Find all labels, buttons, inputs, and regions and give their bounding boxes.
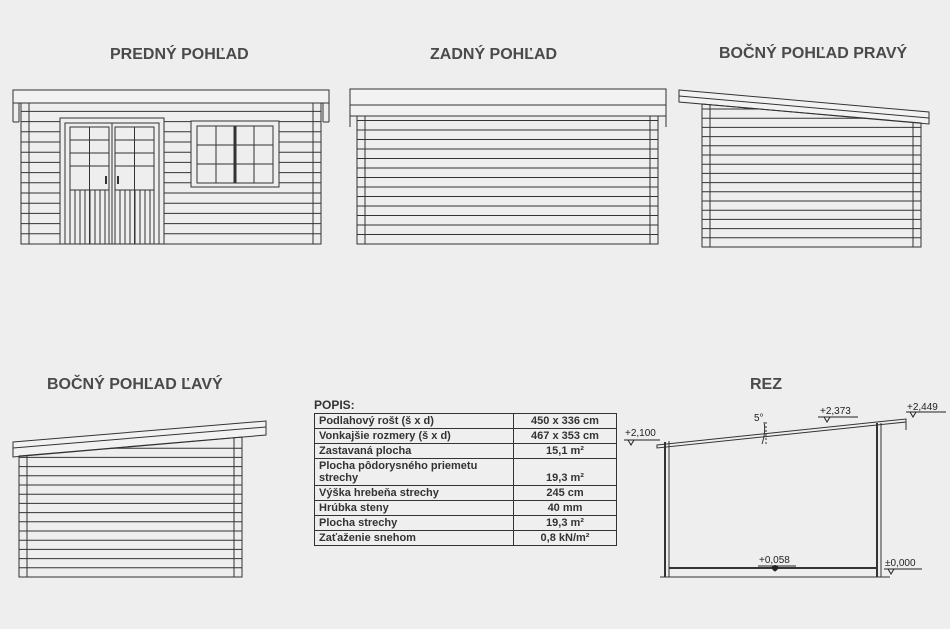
back-view-title: ZADNÝ POHĽAD: [430, 46, 558, 63]
back-roof: [350, 89, 666, 116]
elev-eave-low-label: +2,100: [625, 428, 656, 439]
spec-label: Výška hrebeňa strechy: [315, 486, 514, 501]
left-wall: [19, 437, 242, 577]
front-window: [191, 121, 279, 187]
left-view-drawing: [13, 421, 266, 577]
back-view-drawing: [350, 89, 666, 244]
spec-value: 450 x 336 cm: [514, 414, 617, 429]
spec-row: [315, 531, 617, 546]
left-view-title: BOČNÝ POHĽAD ĽAVÝ: [47, 376, 223, 393]
spec-value: 40 mm: [514, 501, 617, 516]
elev-ridge-label: +2,373: [820, 406, 851, 417]
section-drawing: [657, 419, 906, 577]
spec-value: 467 x 353 cm: [514, 429, 617, 444]
spec-value: 19,3 m²: [514, 516, 617, 531]
spec-label: Podlahový rošt (š x d): [315, 414, 514, 429]
spec-row: [315, 459, 617, 486]
spec-label: Zastavaná plocha: [315, 444, 514, 459]
spec-label: Plocha pôdorysného priemetu strechy: [315, 459, 514, 486]
right-wall-logs: [702, 109, 921, 238]
elev-floor-label: +0,058: [759, 555, 790, 566]
spec-value: 15,1 m²: [514, 444, 617, 459]
spec-value: 0,8 kN/m²: [514, 531, 617, 546]
spec-row: [315, 444, 617, 459]
left-wall-logs: [19, 448, 242, 568]
section-roof: [657, 419, 906, 448]
front-view-title: PREDNÝ POHĽAD: [110, 46, 249, 63]
section-title: REZ: [750, 376, 782, 393]
spec-label: Vonkajšie rozmery (š x d): [315, 429, 514, 444]
right-view-title: BOČNÝ POHĽAD PRAVÝ: [719, 45, 908, 62]
elev-eave-high-label: +2,449: [907, 402, 938, 413]
spec-label: Plocha strechy: [315, 516, 514, 531]
spec-table: [314, 413, 617, 546]
spec-row: [315, 516, 617, 531]
spec-row: [315, 429, 617, 444]
spec-label: Zaťaženie snehom: [315, 531, 514, 546]
spec-row: [315, 486, 617, 501]
right-wall: [702, 104, 921, 247]
elev-ground-label: ±0,000: [885, 558, 916, 569]
elev-ground-marker: [884, 569, 922, 574]
spec-value: 245 cm: [514, 486, 617, 501]
front-view-drawing: [13, 90, 329, 244]
spec-label: Hrúbka steny: [315, 501, 514, 516]
section-elevation-markers: [624, 412, 946, 574]
front-double-door: [60, 118, 164, 244]
spec-row: [315, 501, 617, 516]
back-wall-logs: [357, 121, 658, 235]
right-view-drawing: [679, 90, 929, 247]
left-roof: [13, 421, 266, 457]
elev-ridge-marker: [818, 417, 858, 422]
spec-heading: POPIS:: [314, 398, 355, 412]
spec-value: 19,3 m²: [514, 459, 617, 486]
roof-slope-label: 5°: [754, 413, 764, 424]
spec-row: [315, 414, 617, 429]
front-roof-fascia: [13, 90, 329, 103]
elev-eave-low-marker: [624, 440, 660, 445]
